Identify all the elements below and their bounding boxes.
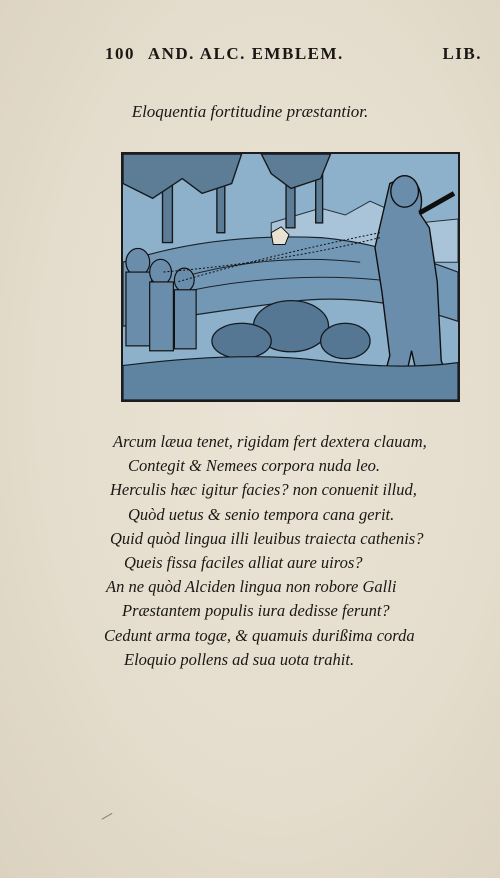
running-header xyxy=(105,44,490,64)
poem-line: Quòd uetus & senio tempora cana gerit. xyxy=(128,504,395,524)
poem-line: An ne quòd Alciden lingua non robore Galli xyxy=(106,577,397,597)
pencil-mark xyxy=(102,813,119,830)
poem-line: Arcum læua tenet, rigidam fert dextera clauam, xyxy=(113,432,427,451)
poem-line: Cedunt arma togæ, & quamuis durißima corda xyxy=(104,625,415,645)
poem-line: Quid quòd lingua illi leuibus traiecta cathenis? xyxy=(110,528,424,548)
poem-line: Eloquio pollens ad sua uota trahit. xyxy=(124,649,355,669)
folio-label: LIB. xyxy=(442,44,482,63)
poem-line: Queis fissa faciles alliat aure uiros? xyxy=(124,552,363,572)
poem-line: Herculis hæc igitur facies? non conuenit illud, xyxy=(110,480,417,500)
running-title: AND. ALC. EMBLEM. xyxy=(147,44,344,63)
page-number: 100 xyxy=(105,44,135,63)
poem-line: Præstantem populis iura dedisse ferunt? xyxy=(122,601,390,621)
poem-line: Contegit & Nemees corpora nuda leo. xyxy=(128,456,381,476)
emblem-motto: Eloquentia fortitudine præstantior. xyxy=(131,102,369,121)
woodcut-image xyxy=(123,154,458,400)
woodcut-illustration xyxy=(121,152,460,402)
poem-text xyxy=(0,430,500,672)
